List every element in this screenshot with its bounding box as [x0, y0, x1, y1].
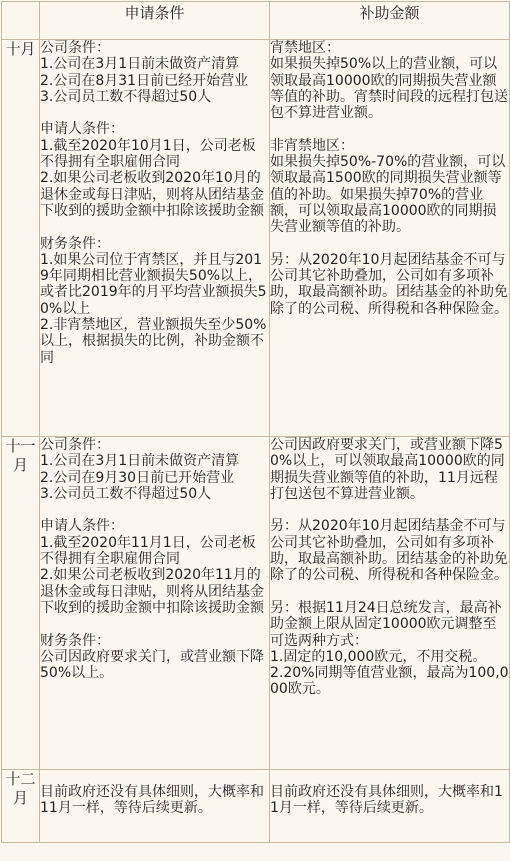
subsidy-table: [1, 1, 510, 843]
header-corner: [2, 2, 40, 40]
conditions-cell: 目前政府还没有具体细则，大概率和11月一样，等待后续更新。: [40, 770, 270, 843]
amount-cell: 宵禁地区： 如果损失掉50%以上的营业额，可以领取最高10000欧的同期损失营业额等值的补助。宵禁时间段的远程打包送包不算进营业额。 非宵禁地区： 如果损失掉50%-70%的营业额，可以领取最高1500欧的同期损失营业额等值的补助。如果损失掉70%的营业额，可以领取最高10000欧的同期损失营业额等值的补助。 另：从2020年10月起团结基金不可与公司其它补助叠加，公司如有多项补助，取最高额补助。团结基金的补助免除了的公司税、所得税和各种保险金。: [270, 40, 510, 437]
header-amount: 补助金额: [270, 2, 510, 40]
table-row-december: [2, 770, 510, 843]
header-conditions: 申请条件: [40, 2, 270, 40]
amount-cell: 公司因政府要求关门，或营业额下降50%以上，可以领取最高10000欧的同期损失营业额等值的补助，11月远程打包送包不算进营业额。 另：从2020年10月起团结基金不可与公司其它补助叠加，公司如有多项补助，取最高额补助。团结基金的补助免除了的公司税、所得税和各种保险金。 另：根据11月24日总统发言，最高补助金额上限从固定10000欧元调整至可选两种方式： 1.固定的10,000欧元，不用交税。 2.20%同期等值营业额，最高为100,000欧元。: [270, 437, 510, 770]
amount-cell: 目前政府还没有具体细则，大概率和11月一样，等待后续更新。: [270, 770, 510, 843]
table-header-row: [2, 2, 510, 40]
month-label: 十一月: [2, 437, 40, 770]
month-label: 十月: [2, 40, 40, 437]
month-label: 十二月: [2, 770, 40, 843]
table-row-october: [2, 40, 510, 437]
table-row-november: [2, 437, 510, 770]
conditions-cell: 公司条件： 1.公司在3月1日前未做资产清算 2.公司在9月30日前已开始营业 3.公司员工数不得超过50人 申请人条件： 1.截至2020年11月1日，公司老板不得拥有全职雇佣合同 2.如果公司老板收到2020年11月的退休金或每日津贴，则将从团结基金下收到的援助金额中扣除该援助金额 财务条件： 公司因政府要求关门，或营业额下降50%以上。: [40, 437, 270, 770]
conditions-cell: 公司条件： 1.公司在3月1日前未做资产清算 2.公司在8月31日前已经开始营业 3.公司员工数不得超过50人 申请人条件： 1.截至2020年10月1日，公司老板不得拥有全职雇佣合同 2.如果公司老板收到2020年10月的退休金或每日津贴，则将从团结基金下收到的援助金额中扣除该援助金额 财务条件： 1.如果公司位于宵禁区，并且与2019年同期相比营业额损失50%以上，或者比2019年的月平均营业额损失50%以上 2.非宵禁地区，营业额损失至少50%以上，根据损失的比例，补助金额不同: [40, 40, 270, 437]
